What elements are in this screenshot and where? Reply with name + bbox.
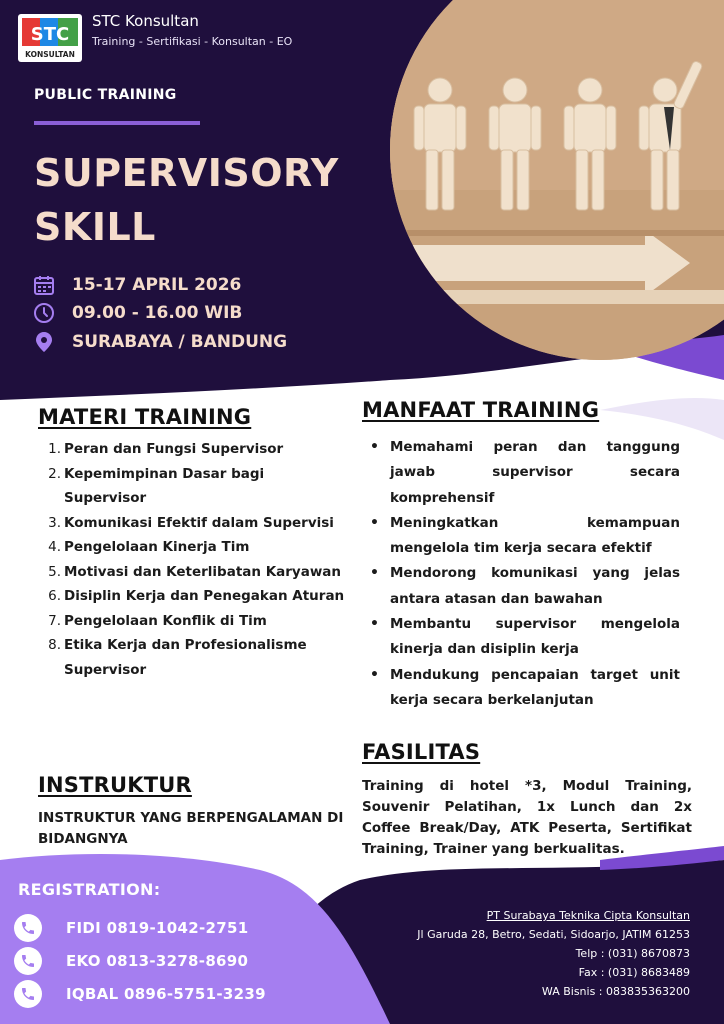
contact-row[interactable] <box>14 947 248 975</box>
fasilitas-text: Training di hotel *3, Modul Training, Souvenir Pelatihan, 1x Lunch dan 2x Coffee Break/Day, ATK Peserta, Sertifikat Training, Trainer yang berkualitas. <box>362 778 692 857</box>
event-location <box>32 330 287 354</box>
materi-item-number: 1. <box>48 441 61 457</box>
registration-heading: REGISTRATION: <box>18 880 161 899</box>
location-pin-icon <box>32 330 56 354</box>
label-underline <box>34 121 200 125</box>
bullet-icon: • <box>370 616 379 633</box>
stc-logo <box>18 14 82 62</box>
manfaat-item <box>370 612 680 663</box>
manfaat-item-text: Meningkatkan kemampuan mengelola tim kerja secara efektif <box>390 514 680 557</box>
phone-icon <box>14 980 42 1008</box>
manfaat-item <box>370 663 680 714</box>
brand-block <box>92 12 292 48</box>
svg-text:STC: STC <box>30 24 70 45</box>
manfaat-item <box>370 561 680 612</box>
manfaat-item-text: Membantu supervisor mengelola kinerja dan disiplin kerja <box>390 616 680 658</box>
contact-row[interactable] <box>14 980 266 1008</box>
brand-name: STC Konsultan <box>92 12 199 30</box>
event-location-text: SURABAYA / BANDUNG <box>72 332 288 352</box>
event-date <box>32 273 241 297</box>
manfaat-item <box>370 435 680 511</box>
title-line-1: SUPERVISORY <box>34 151 339 195</box>
materi-item <box>48 535 348 560</box>
materi-item <box>48 609 348 634</box>
company-info <box>370 906 690 1001</box>
contact-text: EKO 0813-3278-8690 <box>66 952 249 970</box>
materi-item-number: 8. <box>48 637 61 653</box>
materi-item-number: 4. <box>48 539 61 555</box>
materi-item-text: Pengelolaan Kinerja Tim <box>64 539 250 555</box>
phone-icon <box>14 914 42 942</box>
instruktur-text: INSTRUKTUR YANG BERPENGALAMAN DI BIDANGNYA <box>38 810 344 847</box>
calendar-icon <box>32 273 56 297</box>
contact-text: IQBAL 0896-5751-3239 <box>66 985 266 1003</box>
manfaat-list <box>370 435 680 713</box>
materi-item-text: Komunikasi Efektif dalam Supervisi <box>64 514 334 531</box>
manfaat-item <box>370 511 680 562</box>
manfaat-item-text: Memahami peran dan tanggung jawab supervisor secara komprehensif <box>390 439 680 506</box>
bullet-icon: • <box>370 439 379 455</box>
company-fax: Fax : (031) 8683489 <box>578 966 690 979</box>
materi-item-text: Pengelolaan Konflik di Tim <box>64 612 267 629</box>
materi-heading: MATERI TRAINING <box>38 405 252 429</box>
clock-icon <box>32 301 56 325</box>
materi-item <box>48 560 348 585</box>
logo-text: KONSULTAN <box>25 50 75 59</box>
contact-row[interactable] <box>14 914 248 942</box>
instruktur-heading: INSTRUKTUR <box>38 773 192 797</box>
title-line-2: SKILL <box>34 205 156 249</box>
stc-logo-icon <box>18 14 82 62</box>
materi-item-number: 7. <box>48 612 61 629</box>
manfaat-item-text: Mendorong komunikasi yang jelas antara atasan dan bawahan <box>390 565 680 607</box>
materi-item-number: 3. <box>48 514 61 531</box>
bullet-icon: • <box>370 666 379 683</box>
event-time <box>32 301 242 325</box>
fasilitas-heading: FASILITAS <box>362 740 481 764</box>
company-address: Jl Garuda 28, Betro, Sedati, Sidoarjo, JATIM 61253 <box>417 928 690 941</box>
phone-icon <box>14 947 42 975</box>
materi-item-number: 6. <box>48 588 61 604</box>
materi-item <box>48 511 348 536</box>
company-phone: Telp : (031) 8670873 <box>575 947 690 960</box>
event-date-text: 15-17 APRIL 2026 <box>72 275 242 295</box>
manfaat-item-text: Mendukung pencapaian target unit kerja secara berkelanjutan <box>390 666 680 708</box>
materi-item-text: Kepemimpinan Dasar bagi Supervisor <box>64 465 265 506</box>
event-title <box>34 146 339 254</box>
brand-tagline: Training - Sertifikasi - Konsultan - EO <box>92 35 293 48</box>
event-time-text: 09.00 - 16.00 WIB <box>72 303 243 323</box>
company-name[interactable]: PT Surabaya Teknika Cipta Konsultan <box>486 909 690 922</box>
bullet-icon: • <box>370 514 379 531</box>
materi-item <box>48 437 348 462</box>
contact-text: FIDI 0819-1042-2751 <box>66 919 249 937</box>
materi-item-text: Disiplin Kerja dan Penegakan Aturan <box>64 588 345 604</box>
event-type-label: PUBLIC TRAINING <box>34 87 177 103</box>
materi-item <box>48 633 348 682</box>
materi-item <box>48 462 348 511</box>
materi-item-text: Motivasi dan Keterlibatan Karyawan <box>64 563 342 580</box>
bullet-icon: • <box>370 565 379 582</box>
materi-item-text: Peran dan Fungsi Supervisor <box>64 441 284 457</box>
company-whatsapp: WA Bisnis : 083835363200 <box>541 985 690 998</box>
materi-item-number: 2. <box>48 465 61 482</box>
materi-item <box>48 584 348 609</box>
materi-item-number: 5. <box>48 563 61 580</box>
manfaat-heading: MANFAAT TRAINING <box>362 398 600 422</box>
materi-item-text: Etika Kerja dan Profesionalisme Supervisor <box>64 637 307 678</box>
materi-list <box>48 437 348 682</box>
